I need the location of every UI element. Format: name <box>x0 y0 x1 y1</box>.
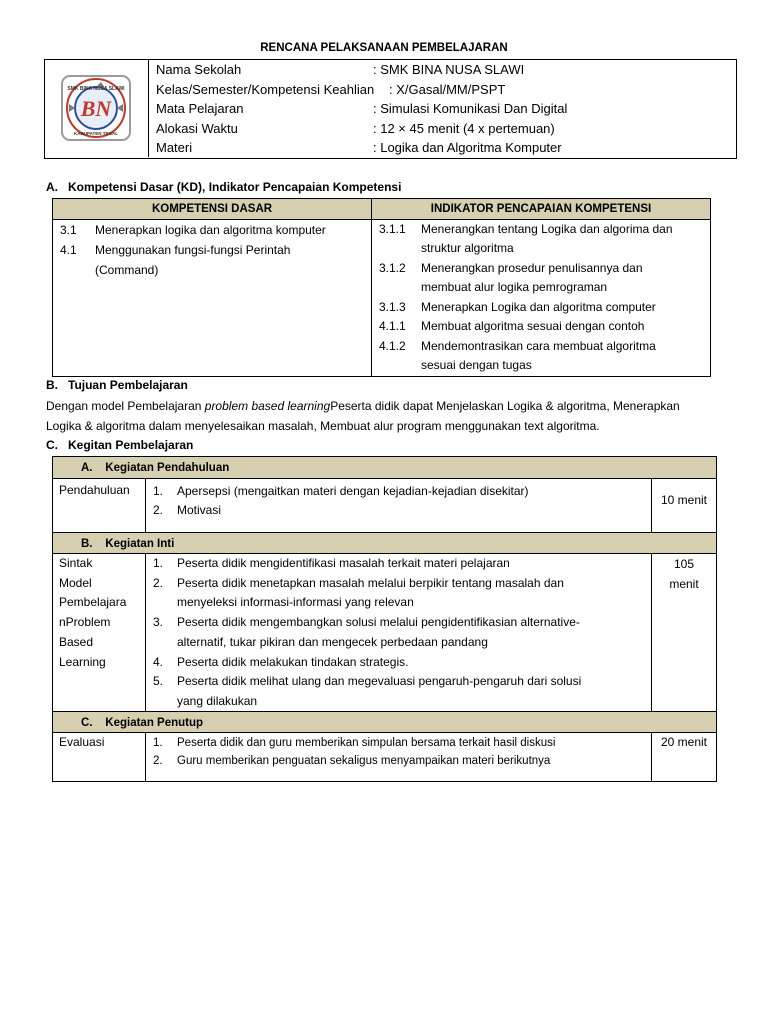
list-item: 2. Motivasi <box>153 503 222 517</box>
section-a-heading <box>46 180 401 194</box>
kegiatan-table <box>52 456 717 782</box>
inti-time-line: menit <box>669 577 699 591</box>
ipk-item-no: 4.1.2 <box>379 339 406 353</box>
list-item: 1. Apersepsi (mengaitkan materi dengan kejadian-kejadian disekitar) <box>153 484 529 498</box>
band-title: Kegiatan Pendahuluan <box>105 462 230 474</box>
ipk-item-text: Mendemontrasikan cara membuat algoritma <box>421 339 656 353</box>
ipk-item-no: 3.1.1 <box>379 222 406 236</box>
pendahuluan-label: Pendahuluan <box>59 483 130 497</box>
logo-bottom-text: KABUPATEN TEGAL <box>73 131 119 136</box>
ipk-item-text: Menerangkan tentang Logika dan algorima dan <box>421 222 673 236</box>
inti-label-line: nProblem <box>59 615 111 630</box>
header-label-subject: Mata Pelajaran <box>156 101 244 116</box>
logo-cell <box>45 60 149 157</box>
band-number: C. <box>81 717 93 729</box>
list-item-number: 5. <box>153 674 164 688</box>
school-logo <box>45 60 145 157</box>
penutup-time: 20 menit <box>660 735 708 749</box>
inti-label-line: Based <box>59 634 94 649</box>
band-number: B. <box>81 538 93 550</box>
list-item-text: Apersepsi (mengaitkan materi dengan kejadian-kejadian disekitar) <box>177 484 529 498</box>
list-item-number: 2. <box>153 576 164 590</box>
band-title: Kegiatan Inti <box>105 538 175 550</box>
kd-item-no: 4.1 <box>60 243 77 257</box>
band-inti <box>53 532 716 554</box>
list-item-text: alternatif, tukar pikiran dan mengecek perbedaan pandang <box>177 635 488 649</box>
col-divider <box>651 733 652 781</box>
list-item <box>153 652 408 672</box>
band-title: Kegiatan Penutup <box>105 717 204 729</box>
list-item-number: 1. <box>153 556 164 570</box>
section-c-title: Kegitan Pembelajaran <box>68 438 194 452</box>
header-value-class: : X/Gasal/MM/PSPT <box>389 82 506 97</box>
kd-col-header: KOMPETENSI DASAR <box>53 199 371 220</box>
logo-top-text: SMK BINA NUSA SLAWI <box>67 86 125 92</box>
list-item-text: Guru memberikan penguatan sekaligus menyampaikan materi berikutnya <box>177 755 551 767</box>
col-divider <box>145 733 146 781</box>
list-item <box>153 553 510 573</box>
ipk-item-text: Membuat algoritma sesuai dengan contoh <box>421 319 645 333</box>
inti-label-line: Model <box>59 575 92 590</box>
section-b-line-2: Logika & algoritma dalam menyelesaikan masalah, Membuat alur program menggunakan text algoritma. <box>46 418 600 433</box>
section-b-line-1 <box>46 397 736 417</box>
col-divider <box>651 479 652 532</box>
col-divider <box>145 554 146 711</box>
ipk-item-text-cont: sesuai dengan tugas <box>421 358 532 372</box>
header-table <box>44 59 737 159</box>
band-penutup <box>53 711 716 733</box>
section-b-heading <box>46 378 188 392</box>
list-item-text: Peserta didik mengembangkan solusi melalui pengidentifikasian alternative- <box>177 615 580 629</box>
inti-label <box>59 554 126 672</box>
ipk-item-no: 4.1.1 <box>379 319 406 333</box>
band-number: A. <box>81 462 93 474</box>
header-label-school: Nama Sekolah <box>156 62 242 77</box>
list-item-text: Peserta didik melakukan tindakan strategis. <box>177 655 409 669</box>
pendahuluan-time: 10 menit <box>660 493 708 507</box>
list-item <box>153 671 581 691</box>
list-item-text: yang dilakukan <box>177 694 258 708</box>
list-item-text: Peserta didik menetapkan masalah melalui berpikir tentang masalah dan <box>177 576 564 590</box>
list-item-number: 3. <box>153 615 164 629</box>
section-a-title: Kompetensi Dasar (KD), Indikator Pencapaian Kompetensi <box>68 180 402 194</box>
list-item-text: Motivasi <box>177 503 222 517</box>
header-label-time: Alokasi Waktu <box>156 121 238 136</box>
list-item-number: 4. <box>153 655 164 669</box>
kd-table <box>52 198 711 377</box>
kd-item-text: Menggunakan fungsi-fungsi Perintah <box>95 243 291 257</box>
ipk-item-text: Menerangkan prosedur penulisannya dan <box>421 261 643 275</box>
list-item-text: Peserta didik dan guru memberikan simpulan bersama terkait hasil diskusi <box>177 737 556 749</box>
header-value-material: : Logika dan Algoritma Komputer <box>373 140 562 155</box>
ipk-item-no: 3.1.2 <box>379 261 406 275</box>
list-item-text: Peserta didik melihat ulang dan megevaluasi pengaruh-pengaruh dari solusi <box>177 674 582 688</box>
list-item <box>153 691 257 711</box>
section-c-number: C. <box>46 438 58 452</box>
header-label-material: Materi <box>156 140 193 155</box>
col-divider <box>145 479 146 532</box>
inti-time <box>651 554 717 594</box>
penutup-label: Evaluasi <box>59 735 105 749</box>
list-item-text: menyeleksi informasi-informasi yang relevan <box>177 595 414 609</box>
kd-item-text: Menerapkan logika dan algoritma komputer <box>95 223 326 237</box>
inti-label-line: Learning <box>59 654 106 669</box>
kd-item-no: 3.1 <box>60 223 77 237</box>
kd-item-text-cont: (Command) <box>95 263 159 277</box>
col-divider <box>651 554 652 711</box>
kd-divider <box>371 199 372 376</box>
list-item <box>153 573 564 593</box>
inti-label-line: Pembelajara <box>59 595 127 610</box>
header-label-class: Kelas/Semester/Kompetensi Keahlian <box>156 82 375 97</box>
ipk-item-text-cont: membuat alur logika pemrograman <box>421 280 608 294</box>
list-item <box>153 592 414 612</box>
section-b-text-cont: Peserta didik dapat Menjelaskan Logika & algoritma, Menerapkan <box>330 399 680 413</box>
ipk-item-text: Menerapkan Logika dan algoritma computer <box>421 300 656 314</box>
ipk-item-text-cont: struktur algoritma <box>421 241 514 255</box>
ipk-col-header: INDIKATOR PENCAPAIAN KOMPETENSI <box>372 199 710 220</box>
band-pendahuluan <box>53 457 716 479</box>
section-b-title: Tujuan Pembelajaran <box>68 378 188 392</box>
section-c-heading <box>46 438 193 452</box>
section-b-text: Dengan model Pembelajaran <box>46 399 205 413</box>
inti-time-line: 105 <box>673 557 695 571</box>
inti-label-line: Sintak <box>59 556 93 570</box>
list-item: 2. Guru memberikan penguatan sekaligus menyampaikan materi berikutnya <box>153 755 551 767</box>
ipk-item-no: 3.1.3 <box>379 300 406 314</box>
list-item-text: Peserta didik mengidentifikasi masalah terkait materi pelajaran <box>177 556 510 570</box>
list-item: 1. Peserta didik dan guru memberikan simpulan bersama terkait hasil diskusi <box>153 737 556 749</box>
logo-initials: BN <box>80 96 112 121</box>
list-item <box>153 612 580 632</box>
list-item <box>153 632 488 652</box>
document-title: RENCANA PELAKSANAAN PEMBELAJARAN <box>260 42 508 54</box>
header-value-school: : SMK BINA NUSA SLAWI <box>373 62 525 77</box>
header-value-subject: : Simulasi Komunikasi Dan Digital <box>373 101 568 116</box>
section-b-number: B. <box>46 378 58 392</box>
header-value-time: : 12 × 45 menit (4 x pertemuan) <box>373 121 555 136</box>
section-b-paragraph <box>46 397 736 436</box>
section-b-italic: problem based learning <box>204 399 331 413</box>
section-a-number: A. <box>46 180 58 194</box>
